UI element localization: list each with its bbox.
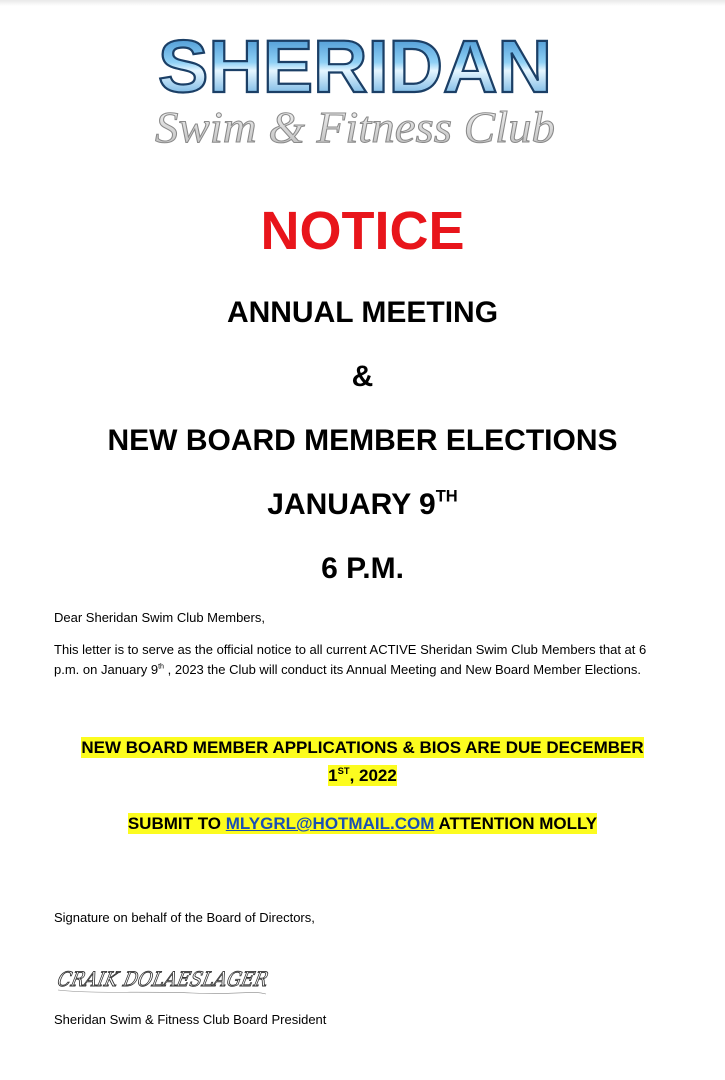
letter-body <box>54 640 674 680</box>
applications-day: 1 <box>328 766 338 785</box>
date-text: JANUARY 9 <box>267 488 436 521</box>
letter-greeting: Dear Sheridan Swim Club Members, <box>54 610 265 625</box>
applications-line1: NEW BOARD MEMBER APPLICATIONS & BIOS ARE DUE DECEMBER <box>81 738 644 757</box>
headline-ampersand: & <box>351 360 374 393</box>
handwritten-signature <box>52 960 282 1002</box>
headline-date <box>0 488 725 522</box>
logo-graphic <box>150 26 560 156</box>
notice-title: NOTICE <box>260 201 465 261</box>
club-logo <box>150 26 560 156</box>
page-top-edge <box>0 0 725 6</box>
submit-highlight <box>128 813 597 834</box>
submit-prefix: SUBMIT TO <box>127 814 226 833</box>
submit-suffix: ATTENTION MOLLY <box>434 814 598 833</box>
letter-body-part2: , 2023 the Club will conduct its Annual Meeting and New Board Member Elections. <box>164 662 641 677</box>
letter-body-part1: This letter is to serve as the official notice to all current ACTIVE Sheridan Swim Club Members that at 6 p.m. on January 9 <box>54 642 647 677</box>
logo-main-text: SHERIDAN <box>158 26 552 108</box>
submit-instructions <box>40 810 685 838</box>
headline-elections: NEW BOARD MEMBER ELECTIONS <box>107 424 618 457</box>
applications-sup: ST <box>337 766 350 776</box>
signature-graphic <box>52 960 282 1002</box>
applications-date <box>328 765 397 786</box>
email-link[interactable]: MLYGRL@HOTMAIL.COM <box>225 814 435 833</box>
logo-sub-text: Swim & Fitness Club <box>155 103 555 152</box>
signature-text: CRAIK DOLAESLAGER <box>55 967 282 991</box>
headline-time: 6 P.M. <box>321 552 404 585</box>
date-suffix: TH <box>435 487 458 506</box>
applications-deadline <box>40 734 685 790</box>
letter-body-sup: th <box>158 662 165 671</box>
headline-annual-meeting: ANNUAL MEETING <box>226 296 499 329</box>
signature-label: Signature on behalf of the Board of Directors, <box>54 910 315 925</box>
applications-year: , 2022 <box>349 766 397 785</box>
president-title: Sheridan Swim & Fitness Club Board President <box>54 1012 327 1027</box>
